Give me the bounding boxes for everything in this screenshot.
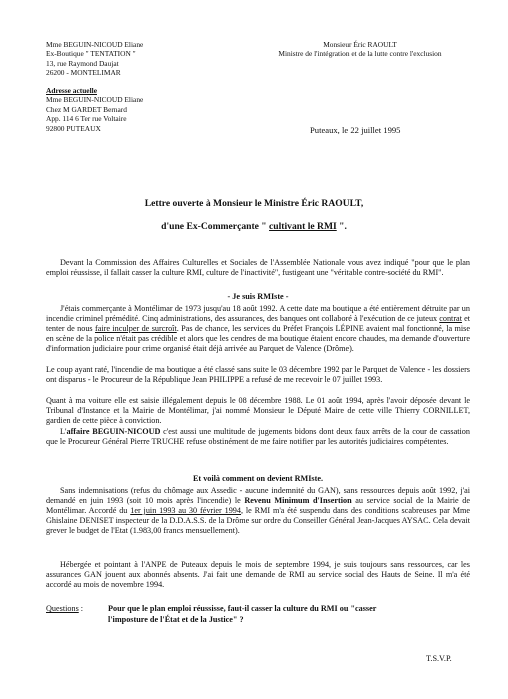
paragraph-rmi bbox=[46, 486, 470, 536]
recipient-block bbox=[240, 40, 480, 59]
text-run: L' bbox=[60, 427, 67, 436]
text-run: J'étais commerçante à Montélimar de 1973 jusqu'au 18 août 1992. A cette date ma boutique a été entièrement détruite par un incendie criminel prémédité. Cinq administrations, des assurances, des banques ont collaboré à l'exécution de ce juteux bbox=[46, 304, 470, 324]
question-label bbox=[46, 604, 83, 614]
text-run: au service social de la Mairie de Montélimar. Accordé du bbox=[46, 496, 471, 516]
text-run: , le RMI m'a été suspendu dans des conditions scabreuses par Mme Ghislaine DENISET inspecteur de la D.D.A.S.S. de la Drôme sur ordre du Conseiller Général Jean-Jacques AYSAC. Cela devait grever le budget de l'Etat (1.983,00 francs mensuellement). bbox=[46, 506, 470, 536]
question-line2: l'imposture de l'État et de la Justice" ? bbox=[108, 615, 244, 624]
sender-address bbox=[46, 40, 143, 78]
sender-line: Ex-Boutique " TENTATION " bbox=[46, 49, 136, 59]
bold-text: Revenu Minimum d'Insertion bbox=[244, 496, 352, 506]
underlined-text: 1er juin 1993 au 30 février 1994 bbox=[130, 506, 241, 516]
question-line1: Pour que le plan emploi réussisse, faut-il casser la culture du RMI ou "casser bbox=[108, 604, 377, 613]
sender-line: 13, rue Raymond Daujat bbox=[46, 58, 119, 68]
title-underlined: cultivant le RMI bbox=[269, 221, 337, 232]
current-address-line: Chez M GARDET Bernard bbox=[46, 104, 127, 114]
text-run: Sans indemnisations (refus du chômage aux Assedic - aucune indemnité du GAN), sans ressources depuis août 1992, j'ai demandé en juin 1993 (soit 10 mois après l'incendie) le bbox=[46, 486, 470, 506]
paragraph-car: Quant à ma voiture elle est saisie illégalement depuis le 08 décembre 1988. Le 01 août 1994, après l'avoir déposée devant le Tribunal d'Instance et la Mairie de Montélimar, j'ai nommé Monsieur le Député Maire de cette ville Thierry CORNILLET, gardien de cette pièce à conviction. bbox=[46, 396, 470, 426]
current-address-line: 92800 PUTEAUX bbox=[46, 123, 101, 133]
underlined-text: faire inculper de surcroît bbox=[95, 324, 177, 334]
letter-title-line1: Lettre ouverte à Monsieur le Ministre Éric RAOULT, bbox=[144, 198, 364, 209]
title-part: ". bbox=[336, 221, 347, 232]
paragraph-case-closed: Le coup ayant raté, l'incendie de ma boutique a été classé sans suite le 03 décembre 1992 par le Parquet de Valence - les dossiers ont disparus - le Procureur de la République Jean PHILIPPE a refusé de me recevoir le 07 juillet 1993. bbox=[46, 365, 470, 385]
paragraph-fire bbox=[46, 304, 470, 354]
text-run: c'est aussi une multitude de jugements bidons dont deux faux arrêts de la cour de cassation que le Procureur Général Pierre TRUCHE refuse obstinément de me faire notifier par les autorités judiciaires compétentes. bbox=[46, 427, 470, 447]
underlined-text: contrat bbox=[439, 314, 462, 324]
tsvp-note: T.S.V.P. bbox=[426, 654, 452, 663]
section-heading: - Je suis RMIste - bbox=[227, 292, 289, 301]
question-label-text: Questions bbox=[46, 604, 79, 613]
text-run: et tenter de nous bbox=[46, 314, 470, 334]
current-address-heading: Adresse actuelle bbox=[46, 86, 97, 95]
recipient-name: Monsieur Éric RAOULT bbox=[323, 40, 397, 49]
paragraph-puteaux: Hébergée et pointant à l'ANPE de Puteaux depuis le mois de septembre 1994, je suis toujours sans ressources, car les assurances GAN jouent aux abonnés absents. J'ai fait une demande de RMI au service social des Hauts de Seine. Il m'a été accordé au mois de novembre 1994. bbox=[46, 560, 470, 590]
paragraph-affair bbox=[46, 427, 470, 447]
text-run: . Pas de chance, les services du Préfet François LÉPINE avaient mal fonctionné, la mise en scène de la police n'était pas crédible et alors que les cendres de ma boutique étaient encore chaudes, ma demande d'ouverture d'information judiciaire pour crime organisé était déjà arrivée au Parquet de Valence (Drôme). bbox=[46, 324, 470, 354]
current-address bbox=[46, 86, 143, 133]
sender-line: 26200 - MONTELIMAR bbox=[46, 68, 121, 78]
section-heading: Et voilà comment on devient RMIste. bbox=[192, 474, 324, 483]
sender-line: Mme BEGUIN-NICOUD Eliane bbox=[46, 40, 144, 49]
intro-paragraph: Devant la Commission des Affaires Culturelles et Sociales de l'Assemblée Nationale vous avez indiqué "pour que le plan emploi réussisse, il fallait casser la culture RMI, culture de l'inactivité", fustigeant une "véritable contre-société du RMI". bbox=[46, 258, 470, 278]
bold-text: affaire BEGUIN-NICOUD bbox=[66, 427, 161, 436]
recipient-title: Ministre de l'intégration et de la lutte contre l'exclusion bbox=[278, 49, 442, 59]
title-part: d'une Ex-Commerçante " bbox=[161, 221, 270, 232]
letter-title-line2 bbox=[0, 221, 508, 232]
current-address-line: App. 114 6 Ter rue Voltaire bbox=[46, 114, 127, 124]
question-separator: : bbox=[78, 604, 84, 613]
date-line: Puteaux, le 22 juillet 1995 bbox=[310, 125, 401, 135]
current-address-line: Mme BEGUIN-NICOUD Eliane bbox=[46, 95, 144, 105]
